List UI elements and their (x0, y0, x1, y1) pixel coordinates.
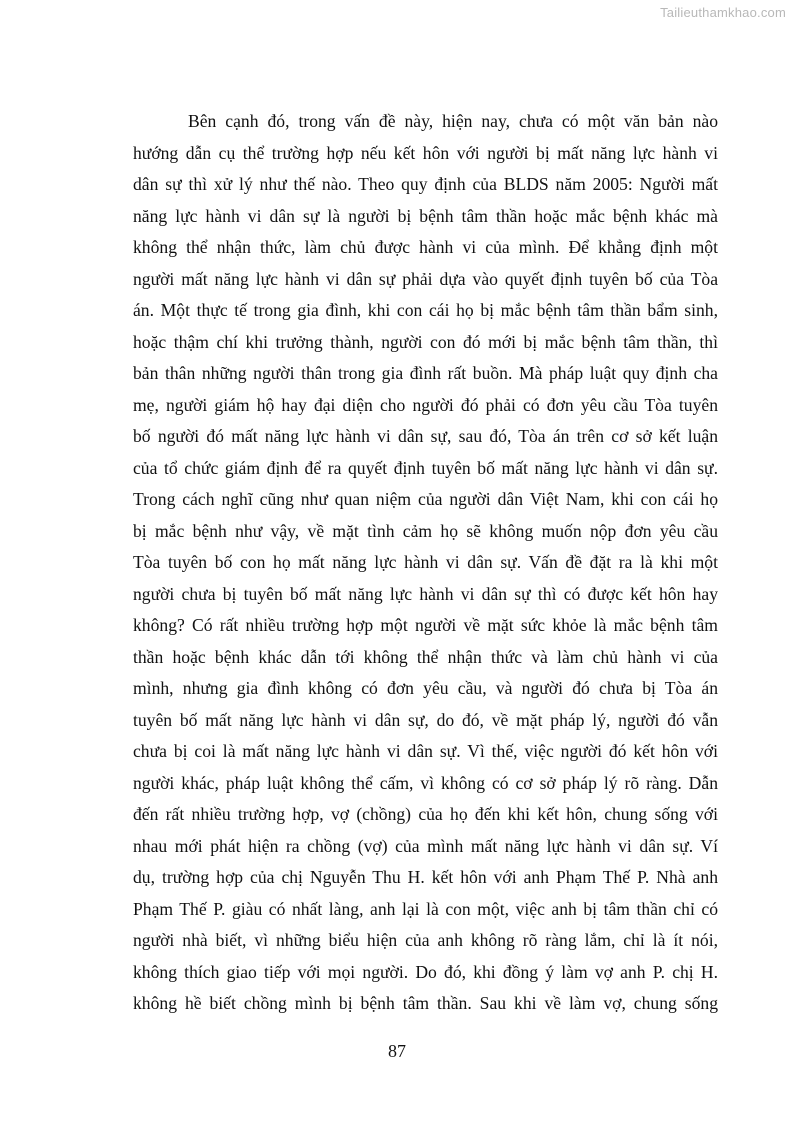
text-line: năng lực hành vi dân sự là người bị bệnh tâm thần hoặc mắc bệnh khác mà (133, 205, 718, 226)
text-line: đến rất nhiều trường hợp, vợ (chồng) của họ đến khi kết hôn, chung sống với (133, 804, 718, 824)
text-line: Bên cạnh đó, trong vấn đề này, hiện nay, chưa có một văn bản nào (188, 111, 718, 131)
text-line: của tổ chức giám định để ra quyết định tuyên bố mất năng lực hành vi dân sự. (133, 457, 718, 478)
text-line: Phạm Thế P. giàu có nhất làng, anh lại là con một, việc anh bị tâm thần chỉ có (133, 898, 718, 919)
text-line: tuyên bố mất năng lực hành vi dân sự, do đó, về mặt pháp lý, người đó vẫn (133, 709, 718, 730)
text-line: mẹ, người giám hộ hay đại diện cho người đó phải có đơn yêu cầu Tòa tuyên (133, 394, 718, 415)
text-line: người chưa bị tuyên bố mất năng lực hành vi dân sự thì có được kết hôn hay (133, 583, 718, 604)
text-line: Trong cách nghĩ cũng như quan niệm của người dân Việt Nam, khi con cái họ (133, 489, 718, 509)
text-line: không? Có rất nhiều trường hợp một người về mặt sức khỏe là mắc bệnh tâm (133, 615, 718, 635)
text-line: nhau mới phát hiện ra chồng (vợ) của mình mất năng lực hành vi dân sự. Ví (133, 835, 718, 856)
text-line: người nhà biết, vì những biểu hiện của anh không rõ ràng lắm, chỉ là ít nói, (133, 930, 718, 950)
text-line: dân sự thì xử lý như thế nào. Theo quy định của BLDS năm 2005: Người mất (133, 174, 718, 194)
page-number: 87 (388, 1041, 406, 1061)
text-line: hoặc thậm chí khi trưởng thành, người con đó mới bị mắc bệnh tâm thần, thì (133, 331, 718, 352)
text-line: án. Một thực tế trong gia đình, khi con cái họ bị mắc bệnh tâm thần bẩm sinh, (133, 300, 718, 320)
text-line: Tòa tuyên bố con họ mất năng lực hành vi dân sự. Vấn đề đặt ra là khi một (133, 552, 718, 572)
text-line: mình, nhưng gia đình không có đơn yêu cầu, và người đó chưa bị Tòa án (133, 678, 718, 698)
body-paragraph (133, 106, 718, 1020)
text-line: bố người đó mất năng lực hành vi dân sự, sau đó, Tòa án trên cơ sở kết luận (133, 426, 718, 446)
text-line: không thích giao tiếp với mọi người. Do đó, khi đồng ý làm vợ anh P. chị H. (133, 961, 718, 982)
watermark: Tailieuthamkhao.com (660, 5, 786, 20)
text-line: dụ, trường hợp của chị Nguyễn Thu H. kết hôn với anh Phạm Thế P. Nhà anh (133, 867, 718, 887)
text-line: chưa bị coi là mất năng lực hành vi dân sự. Vì thế, việc người đó kết hôn với (133, 741, 718, 761)
text-line: bản thân những người thân trong gia đình rất buồn. Mà pháp luật quy định cha (133, 363, 718, 383)
text-line: người mất năng lực hành vi dân sự phải dựa vào quyết định tuyên bố của Tòa (133, 268, 718, 289)
text-line: bị mắc bệnh như vậy, về mặt tình cảm họ sẽ không muốn nộp đơn yêu cầu (133, 520, 718, 541)
text-line: thần hoặc bệnh khác dẫn tới không thể nhận thức và làm chủ hành vi của (133, 646, 718, 667)
text-line: người khác, pháp luật không thể cấm, vì không có cơ sở pháp lý rõ ràng. Dẫn (133, 772, 718, 793)
text-line: không hề biết chồng mình bị bệnh tâm thần. Sau khi về làm vợ, chung sống (133, 993, 718, 1013)
text-line: hướng dẫn cụ thể trường hợp nếu kết hôn với người bị mất năng lực hành vi (133, 142, 718, 163)
text-line: không thể nhận thức, làm chủ được hành vi của mình. Để khẳng định một (133, 237, 718, 257)
